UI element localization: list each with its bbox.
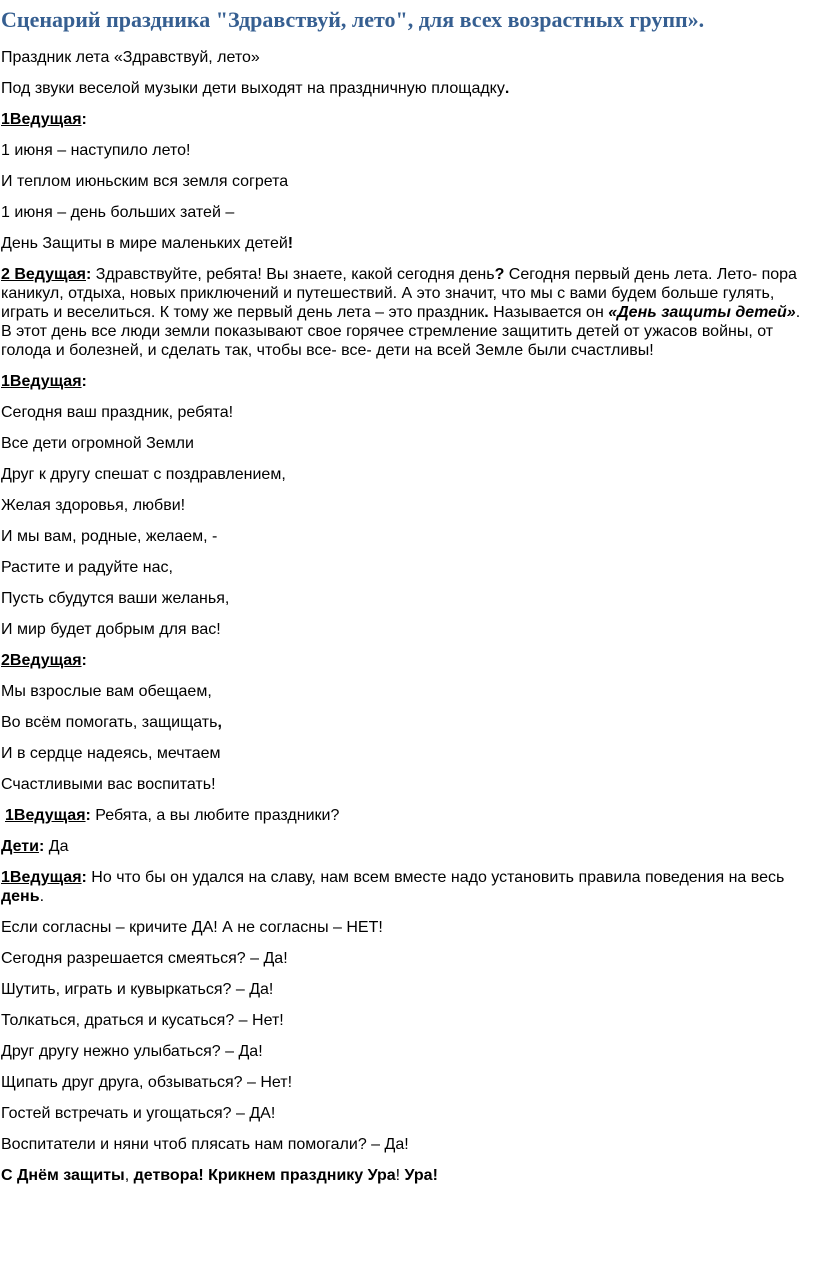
game-line: Воспитатели и няни чтоб плясать нам помогали? – Да!: [1, 1136, 409, 1153]
speaker-colon: :: [81, 373, 87, 390]
verse-line: Друг к другу спешат с поздравлением,: [1, 466, 286, 483]
verse-line: И теплом июньским вся земля согрета: [1, 173, 289, 190]
verse-line: Сегодня ваш праздник, ребята!: [1, 404, 234, 421]
quote-close: »: [786, 304, 796, 321]
game-line: Щипать друг друга, обзываться? – Нет!: [1, 1074, 293, 1091]
final-line: [1, 1166, 814, 1185]
game-line: Если согласны – кричите ДА! А не согласны – НЕТ!: [1, 919, 383, 936]
verse-line: [1, 234, 814, 253]
verse-line: [1, 713, 814, 732]
dialogue-text: Ребята, а вы любите праздники?: [90, 807, 340, 824]
final-comma: ,: [124, 1167, 134, 1184]
speaker-colon: :: [81, 869, 87, 886]
verse-line: И мир будет добрым для вас!: [1, 621, 221, 638]
dialogue-text: Но что бы он удался на славу, нам всем вместе надо установить правила поведения на весь: [86, 869, 785, 886]
quote-open: «: [608, 304, 618, 321]
speaker-colon: :: [81, 111, 87, 128]
speaker-label-1: 1Ведущая: [1, 111, 82, 128]
game-line: Шутить, играть и кувыркаться? – Да!: [1, 981, 274, 998]
intro-dot: .: [504, 80, 510, 97]
speech-text: Здравствуйте, ребята! Вы знаете, какой сегодня день: [91, 266, 495, 283]
dialogue-bold-word: день: [1, 888, 40, 905]
game-line: Толкаться, драться и кусаться? – Нет!: [1, 1012, 284, 1029]
verse-line: Мы взрослые вам обещаем,: [1, 683, 212, 700]
speech-question-mark: ?: [494, 266, 505, 283]
final-text: С Днём защиты: [1, 1167, 125, 1184]
final-exclamation: !: [395, 1167, 405, 1184]
holiday-name-emphasis: День защиты детей: [617, 304, 787, 321]
verse-line: Растите и радуйте нас,: [1, 559, 173, 576]
speaker-colon: :: [38, 838, 45, 855]
speaker-label-1: 1Ведущая: [1, 373, 82, 390]
speaker-label-2: 2Ведущая: [1, 652, 82, 669]
verse-comma: ,: [217, 714, 222, 731]
verse-text: День Защиты в мире маленьких детей: [1, 235, 288, 252]
speaker-line: [1, 372, 814, 391]
speaker-line: [1, 651, 814, 670]
paragraph-intro: [1, 79, 814, 98]
final-text: Ура!: [404, 1167, 438, 1184]
speaker-label-kids: Дети: [1, 838, 39, 855]
speech-text: Называется он: [488, 304, 609, 321]
speech-text: Сегодня первый день лета. Лето- пора каникул, отдыха, новых приключений и путешествий. А это значит, что мы с вами будем больше гулять, играть и веселиться. К тому же первый день лета – это праздник: [1, 266, 797, 321]
verse-line: Счастливыми вас воспитать!: [1, 776, 216, 793]
verse-line: Все дети огромной Земли: [1, 435, 194, 452]
game-line: Сегодня разрешается смеяться? – Да!: [1, 950, 288, 967]
speech-text: . В этот день все люди земли показывают свое горячее стремление защитить детей от ужасов войны, от голода и болезней, и сделать так, чтобы все- все- дети на всей Земле были счастливы!: [1, 304, 801, 359]
speaker-colon: :: [85, 266, 92, 283]
game-line: Гостей встречать и угощаться? – ДА!: [1, 1105, 276, 1122]
verse-text: Во всём помогать, защищать: [1, 714, 218, 731]
speaker-label-1: 1Ведущая: [5, 807, 86, 824]
speaker-colon: :: [85, 807, 91, 824]
paragraph-holiday-name: Праздник лета «Здравствуй, лето»: [1, 49, 260, 66]
verse-line: Пусть сбудутся ваши желанья,: [1, 590, 230, 607]
final-text: детвора! Крикнем празднику Ура: [133, 1167, 396, 1184]
speaker-colon: :: [81, 652, 87, 669]
speaker-label-1: 1Ведущая: [1, 869, 82, 886]
speech-dot: .: [484, 304, 489, 321]
document-title: Сценарий праздника "Здравствуй, лето", для всех возрастных групп».: [1, 7, 705, 32]
verse-line: 1 июня – наступило лето!: [1, 142, 191, 159]
verse-exclamation: !: [287, 235, 294, 252]
paragraph-speaker2-speech: [1, 265, 814, 360]
verse-line: 1 июня – день больших затей –: [1, 204, 235, 221]
dialogue-line: [1, 837, 814, 856]
verse-line: И мы вам, родные, желаем, -: [1, 528, 218, 545]
speaker-line: [1, 110, 814, 129]
verse-line: И в сердце надеясь, мечтаем: [1, 745, 221, 762]
dialogue-line: [1, 868, 814, 906]
verse-line: Желая здоровья, любви!: [1, 497, 186, 514]
dialogue-dot: .: [39, 888, 45, 905]
dialogue-line: [1, 806, 814, 825]
speaker-label-2: 2 Ведущая: [1, 266, 86, 283]
game-line: Друг другу нежно улыбаться? – Да!: [1, 1043, 263, 1060]
dialogue-text: Да: [44, 838, 69, 855]
intro-text: Под звуки веселой музыки дети выходят на праздничную площадку: [1, 80, 505, 97]
